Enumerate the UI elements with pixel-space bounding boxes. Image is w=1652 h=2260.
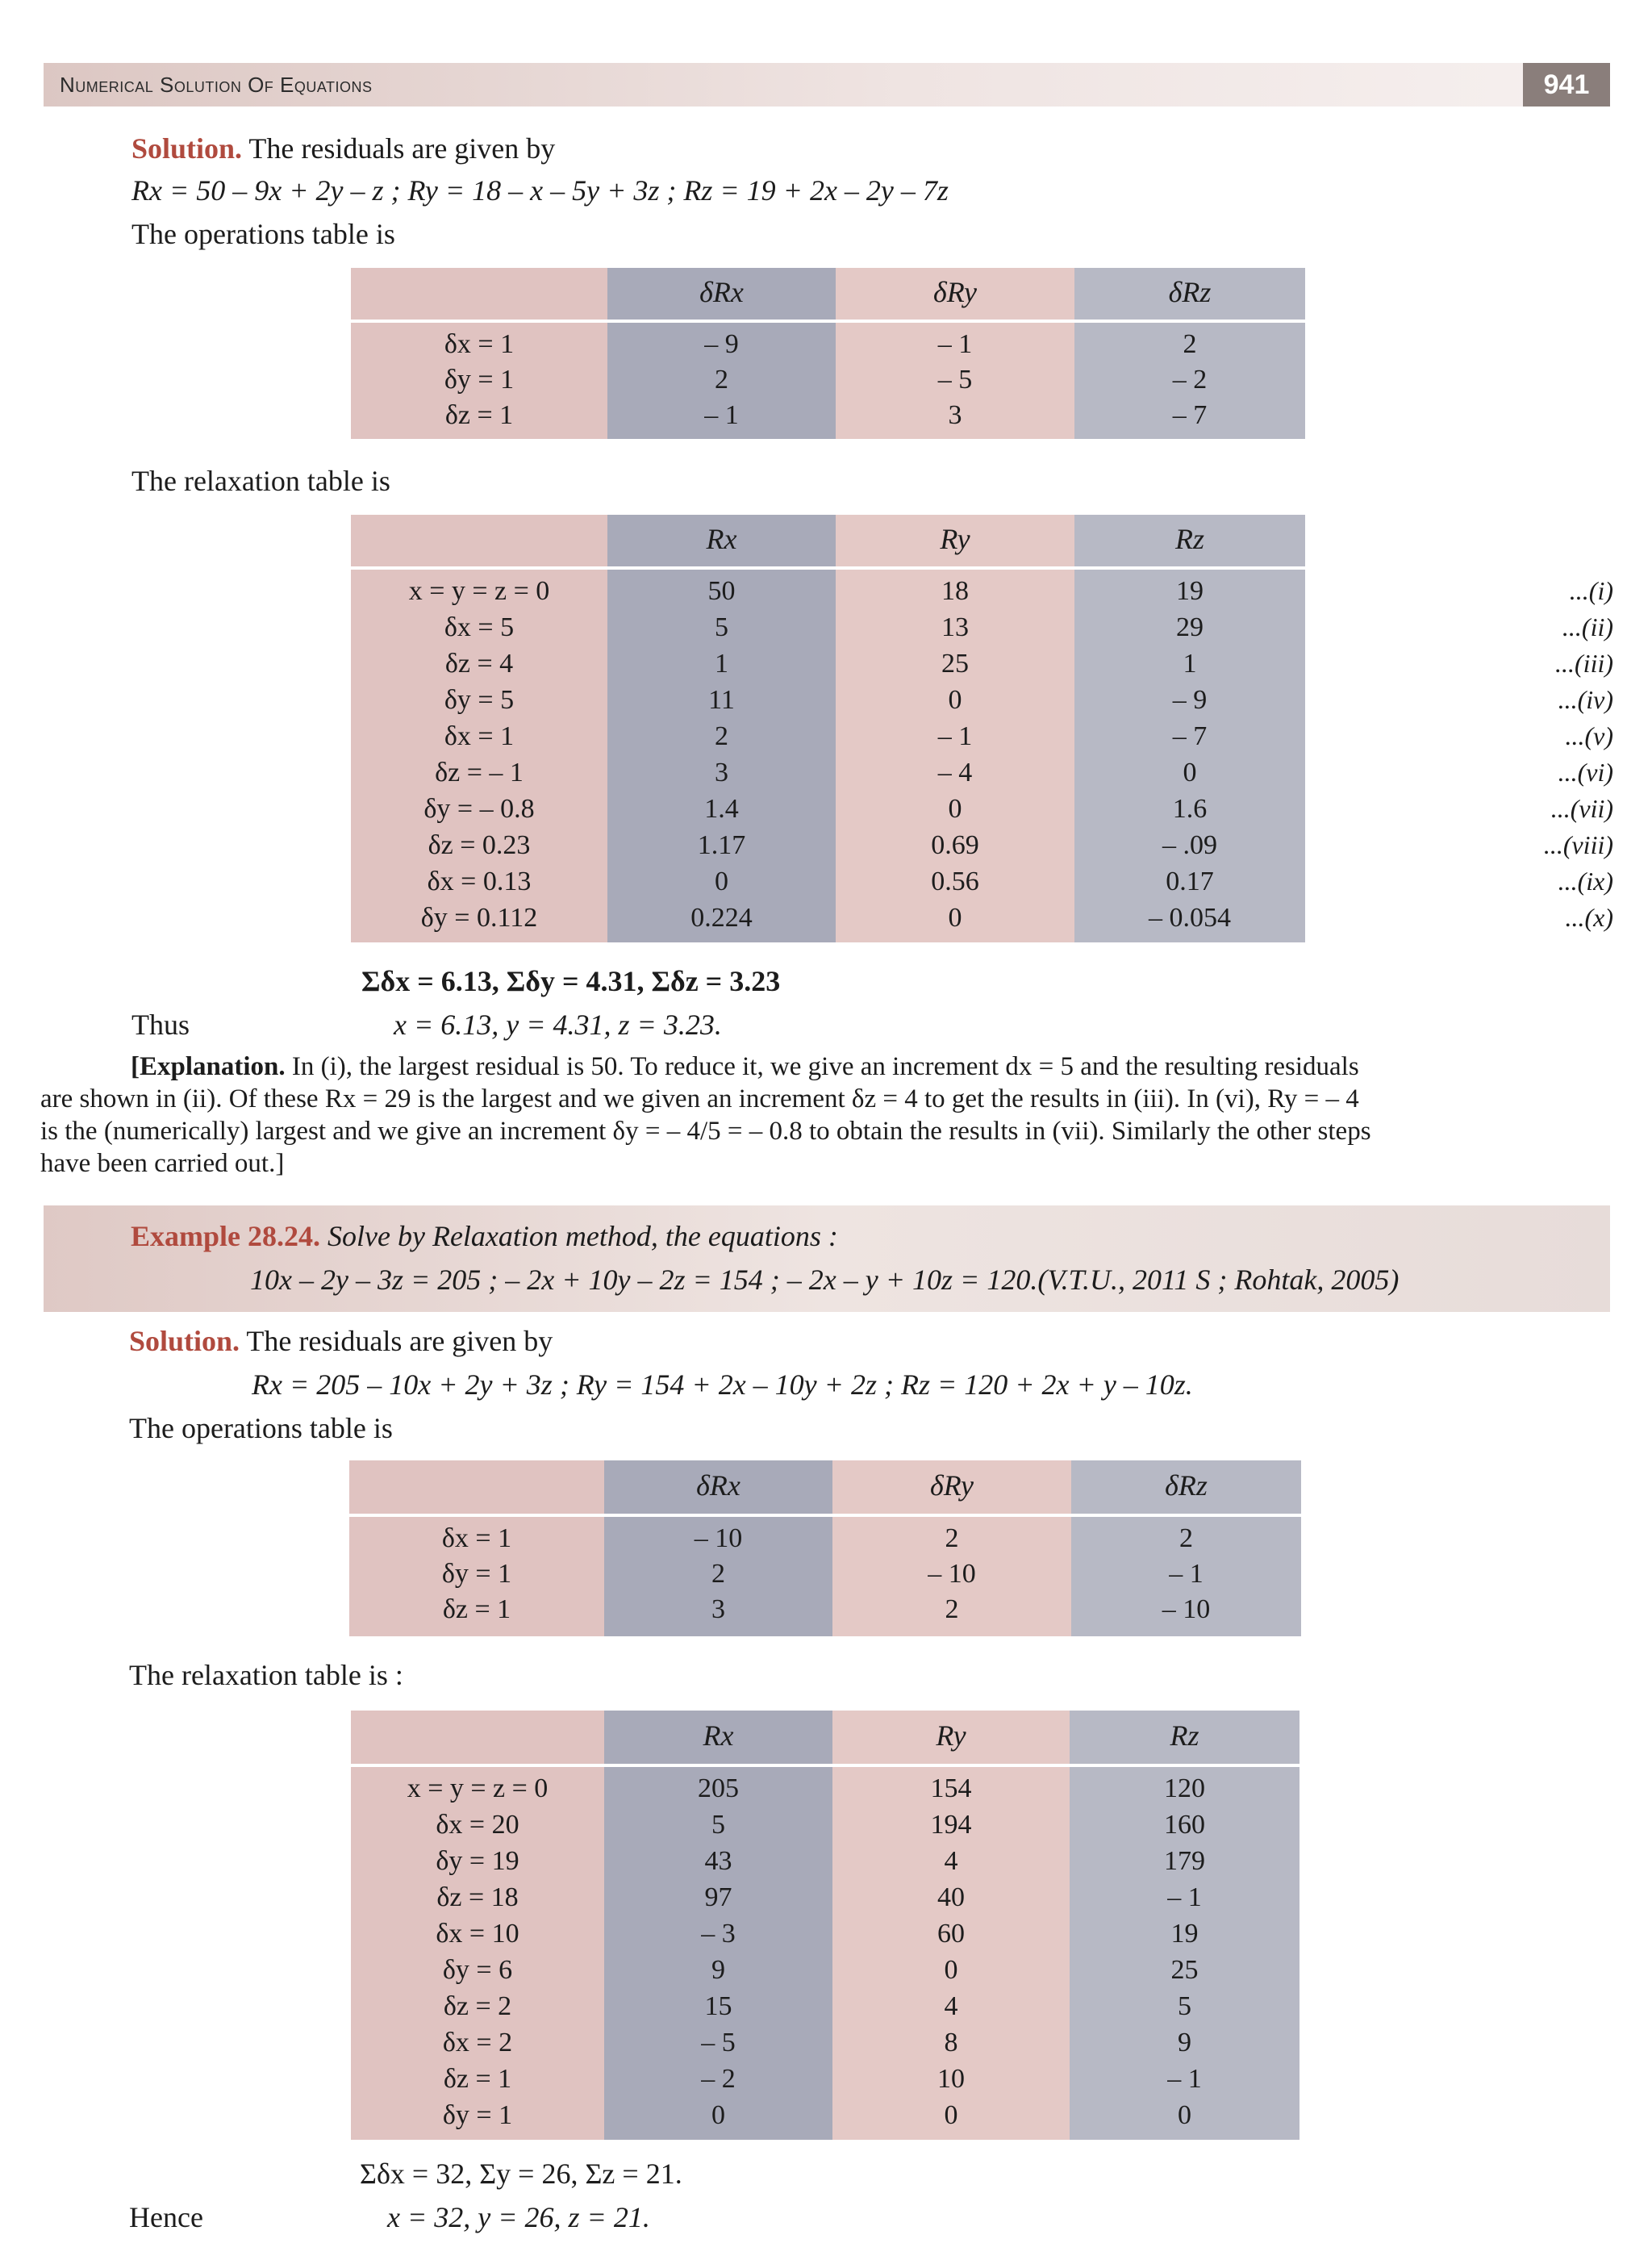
relax1-label-column xyxy=(351,515,607,942)
table-cell: 154 xyxy=(930,1773,972,1803)
relax1-op: x = y = z = 0 xyxy=(408,576,550,606)
table-cell: 19 xyxy=(1176,576,1204,606)
table-cell: 205 xyxy=(698,1773,739,1803)
relax1-op: δx = 1 xyxy=(444,721,515,751)
table-cell: 0.224 xyxy=(690,903,753,933)
table-cell: – 1 xyxy=(937,329,973,359)
relax2-op: δy = 1 xyxy=(442,2100,513,2130)
table-cell: 179 xyxy=(1164,1846,1205,1876)
table-cell: 3 xyxy=(711,1594,725,1624)
relax1-col-ry xyxy=(836,515,1074,942)
thus-result: x = 6.13, y = 4.31, z = 3.23. xyxy=(394,1009,722,1041)
example-label: Example 28.24. xyxy=(131,1220,321,1252)
column-header: Rx xyxy=(604,1711,832,1767)
table-cell: – 10 xyxy=(928,1559,976,1589)
ops2-col-rx xyxy=(604,1460,832,1636)
row-tag: ...(iii) xyxy=(1555,649,1613,678)
table-cell: 1.4 xyxy=(704,794,739,824)
table-cell: 2 xyxy=(1183,329,1197,359)
table-cell: 8 xyxy=(944,2028,958,2057)
page-header xyxy=(44,63,1610,107)
table-cell: 2 xyxy=(1179,1523,1193,1553)
table-cell: – 3 xyxy=(701,1919,736,1949)
row-tag: ...(iv) xyxy=(1558,685,1613,714)
residual-equations: Rx = 50 – 9x + 2y – z ; Ry = 18 – x – 5y + 3z ; Rz = 19 + 2x – 2y – 7z xyxy=(131,174,949,207)
table-cell: 2 xyxy=(945,1523,959,1553)
table-cell: 0.56 xyxy=(931,867,979,896)
table-cell: – 5 xyxy=(937,365,973,395)
table-cell: 19 xyxy=(1170,1919,1199,1949)
row-tag: ...(v) xyxy=(1565,721,1613,750)
explanation-label: [Explanation. xyxy=(131,1052,286,1081)
row-tag: ...(viii) xyxy=(1543,830,1613,859)
ops1-op: δz = 1 xyxy=(444,400,514,430)
example-heading xyxy=(131,1218,838,1254)
column-header: δRx xyxy=(604,1460,832,1517)
ops2-op: δx = 1 xyxy=(441,1523,512,1553)
ops2-col-ry xyxy=(832,1460,1071,1636)
table-cell: – 1 xyxy=(704,400,739,430)
table-cell: – 2 xyxy=(701,2064,736,2094)
table-cell: 1 xyxy=(1183,649,1197,679)
ops2-col-rz xyxy=(1071,1460,1301,1636)
table-cell: 194 xyxy=(930,1810,972,1840)
table-cell: 1.17 xyxy=(697,830,746,860)
thus-label: Thus xyxy=(131,1009,190,1041)
explanation-line: are shown in (ii). Of these Rx = 29 is the largest and we given an increment δz = 4 to get the results in (iii). In (vi), Ry = – 4 xyxy=(40,1084,1359,1113)
table-cell: 25 xyxy=(1170,1955,1199,1985)
relax2-op: δx = 2 xyxy=(442,2028,513,2057)
table-cell: 29 xyxy=(1176,612,1204,642)
column-header: Ry xyxy=(836,515,1074,570)
relax1-op: δx = 5 xyxy=(444,612,515,642)
table-cell: 0 xyxy=(948,685,962,715)
relaxation-table-1 xyxy=(351,515,1305,942)
table-cell: 50 xyxy=(707,576,736,606)
solution-2-intro xyxy=(129,1323,553,1359)
example-box xyxy=(44,1205,1610,1312)
relax1-op: δy = 0.112 xyxy=(420,903,538,933)
hence-label: Hence xyxy=(129,2201,203,2233)
ops2-op: δy = 1 xyxy=(441,1559,512,1589)
table-cell: – 0.054 xyxy=(1149,903,1231,933)
table-cell: 2 xyxy=(711,1559,725,1589)
solution-intro-text: The residuals are given by xyxy=(248,132,556,165)
row-tag: ...(vii) xyxy=(1550,794,1613,823)
relax2-op: x = y = z = 0 xyxy=(407,1773,549,1803)
table-cell: 10 xyxy=(937,2064,965,2094)
explanation-line: is the (numerically) largest and we give an increment δy = – 4/5 = – 0.8 to obtain the results in (vii). Similarly the other steps xyxy=(40,1117,1371,1146)
relax1-col-rx xyxy=(607,515,836,942)
table-cell: 2 xyxy=(945,1594,959,1624)
column-header: Ry xyxy=(832,1711,1070,1767)
table-cell: 2 xyxy=(715,365,728,395)
row-tag: ...(i) xyxy=(1569,576,1613,605)
table-cell: 1 xyxy=(715,649,728,679)
table-cell: – 10 xyxy=(694,1523,743,1553)
row-tag: ...(x) xyxy=(1565,903,1613,932)
row-tag: ...(vi) xyxy=(1558,758,1613,787)
relax2-op: δx = 20 xyxy=(436,1810,519,1840)
table-cell: – 1 xyxy=(1167,2064,1202,2094)
table-cell: 0 xyxy=(1178,2100,1191,2130)
column-header: δRx xyxy=(607,268,836,323)
table-cell: – 1 xyxy=(1169,1559,1204,1589)
sums-line: Σδx = 6.13, Σδy = 4.31, Σδz = 3.23 xyxy=(361,965,781,997)
column-header: δRy xyxy=(832,1460,1071,1517)
explanation-line: In (i), the largest residual is 50. To reduce it, we give an increment dx = 5 and the resulting residuals xyxy=(291,1052,1359,1081)
table-cell: – 9 xyxy=(1172,685,1208,715)
hence-result: x = 32, y = 26, z = 21. xyxy=(387,2201,650,2233)
table-cell: 9 xyxy=(711,1955,725,1985)
operations-caption: The operations table is xyxy=(131,218,395,250)
table-cell: 15 xyxy=(704,1991,732,2021)
table-cell: 43 xyxy=(704,1846,732,1876)
table-cell: 40 xyxy=(937,1882,965,1912)
column-header: Rz xyxy=(1074,515,1305,570)
relax2-op: δz = 1 xyxy=(443,2064,512,2094)
table-cell: 3 xyxy=(715,758,728,787)
table-cell: 25 xyxy=(941,649,969,679)
relax1-op: δy = 5 xyxy=(444,685,515,715)
table-cell: 4 xyxy=(944,1991,958,2021)
example-statement: Solve by Relaxation method, the equations : xyxy=(327,1220,838,1252)
relax2-col-ry xyxy=(832,1711,1070,2140)
table-cell: 0.69 xyxy=(931,830,979,860)
table-cell: 9 xyxy=(1178,2028,1191,2057)
ops1-op: δy = 1 xyxy=(444,365,515,395)
row-tag: ...(ix) xyxy=(1558,867,1613,896)
operations-table-1 xyxy=(351,268,1305,439)
relax1-op: δz = 0.23 xyxy=(428,830,531,860)
relax1-op: δz = – 1 xyxy=(435,758,524,787)
sums-line: Σδx = 32, Σy = 26, Σz = 21. xyxy=(360,2158,682,2190)
ops1-col-rz xyxy=(1074,268,1305,439)
column-header: δRy xyxy=(836,268,1074,323)
relax2-op: δy = 19 xyxy=(436,1846,519,1876)
ops1-col-rx xyxy=(607,268,836,439)
ops2-op: δz = 1 xyxy=(442,1594,511,1624)
table-cell: 97 xyxy=(704,1882,732,1912)
table-cell: 5 xyxy=(715,612,728,642)
table-cell: – 7 xyxy=(1172,721,1208,751)
table-cell: – 7 xyxy=(1172,400,1208,430)
solution-intro-text: The residuals are given by xyxy=(246,1325,553,1357)
relax2-op: δz = 2 xyxy=(443,1991,512,2021)
chapter-title: Numerical Solution Of Equations xyxy=(60,73,373,97)
page-number: 941 xyxy=(1523,63,1610,107)
table-cell: 2 xyxy=(715,721,728,751)
solution-1-intro xyxy=(131,131,555,166)
relax2-op: δx = 10 xyxy=(436,1919,519,1949)
ops1-label-column xyxy=(351,268,607,439)
table-cell: 1.6 xyxy=(1172,794,1208,824)
table-cell: 0 xyxy=(944,1955,958,1985)
table-cell: 5 xyxy=(711,1810,725,1840)
table-cell: – 4 xyxy=(937,758,973,787)
table-cell: 160 xyxy=(1164,1810,1205,1840)
table-cell: – 10 xyxy=(1162,1594,1211,1624)
operations-table-2 xyxy=(349,1460,1301,1636)
ops2-label-column xyxy=(349,1460,604,1636)
solution-label: Solution. xyxy=(131,132,243,165)
table-cell: 0 xyxy=(948,903,962,933)
relax2-label-column xyxy=(351,1711,604,2140)
relax1-op: δz = 4 xyxy=(444,649,514,679)
relax2-op: δz = 18 xyxy=(436,1882,519,1912)
table-cell: 4 xyxy=(944,1846,958,1876)
relax1-op: δx = 0.13 xyxy=(427,867,532,896)
relax2-col-rx xyxy=(604,1711,832,2140)
table-cell: 0 xyxy=(1183,758,1197,787)
explanation-paragraph xyxy=(40,1051,1612,1180)
example-equations: 10x – 2y – 3z = 205 ; – 2x + 10y – 2z = 154 ; – 2x – y + 10z = 120.(V.T.U., 2011 S ; Rohtak, 2005) xyxy=(250,1264,1400,1296)
table-cell: 13 xyxy=(941,612,969,642)
relax1-col-rz xyxy=(1074,515,1305,942)
table-cell: 120 xyxy=(1164,1773,1205,1803)
table-cell: 0 xyxy=(711,2100,725,2130)
table-cell: 18 xyxy=(941,576,969,606)
residual-equations: Rx = 205 – 10x + 2y + 3z ; Ry = 154 + 2x – 10y + 2z ; Rz = 120 + 2x + y – 10z. xyxy=(252,1368,1193,1401)
table-cell: – 1 xyxy=(937,721,973,751)
table-cell: – 5 xyxy=(701,2028,736,2057)
row-tag: ...(ii) xyxy=(1562,612,1613,641)
solution-label: Solution. xyxy=(129,1325,240,1357)
table-cell: 0 xyxy=(948,794,962,824)
table-cell: – .09 xyxy=(1162,830,1217,860)
table-cell: 5 xyxy=(1178,1991,1191,2021)
ops1-col-ry xyxy=(836,268,1074,439)
column-header: Rz xyxy=(1070,1711,1299,1767)
relax2-op: δy = 6 xyxy=(442,1955,513,1985)
table-cell: 0 xyxy=(944,2100,958,2130)
table-cell: – 9 xyxy=(704,329,739,359)
operations-caption: The operations table is xyxy=(129,1412,393,1444)
table-cell: – 1 xyxy=(1167,1882,1202,1912)
relaxation-caption: The relaxation table is xyxy=(131,465,390,497)
relax1-op: δy = – 0.8 xyxy=(423,794,535,824)
table-cell: 3 xyxy=(948,400,962,430)
table-cell: 60 xyxy=(937,1919,965,1949)
table-cell: 0 xyxy=(715,867,728,896)
table-cell: – 2 xyxy=(1172,365,1208,395)
relax2-col-rz xyxy=(1070,1711,1299,2140)
table-cell: 11 xyxy=(708,685,735,715)
ops1-op: δx = 1 xyxy=(444,329,515,359)
relaxation-table-2 xyxy=(351,1711,1299,2140)
column-header: Rx xyxy=(607,515,836,570)
relaxation-caption: The relaxation table is : xyxy=(129,1659,403,1691)
column-header: δRz xyxy=(1074,268,1305,323)
table-cell: 0.17 xyxy=(1166,867,1214,896)
explanation-line: have been carried out.] xyxy=(40,1149,285,1178)
column-header: δRz xyxy=(1071,1460,1301,1517)
